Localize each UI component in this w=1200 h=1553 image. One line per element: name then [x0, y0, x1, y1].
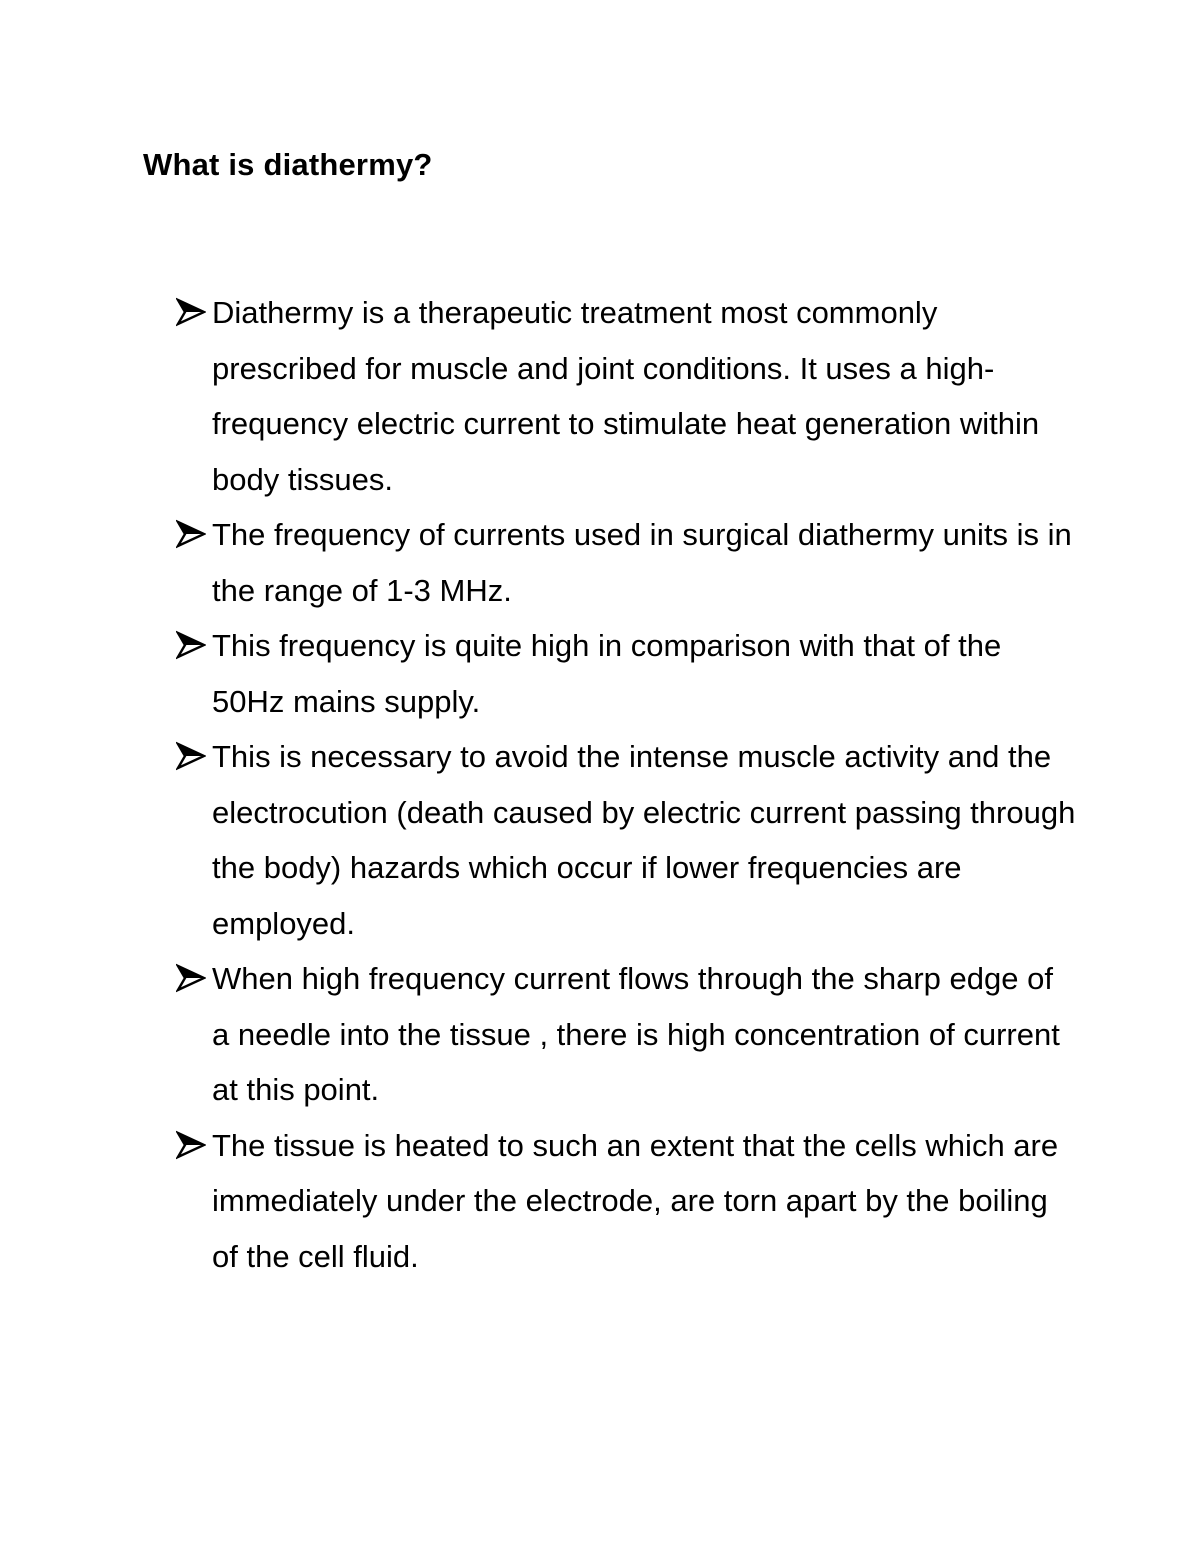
arrowhead-bullet-icon — [176, 285, 210, 341]
bullet-text: This is necessary to avoid the intense muscle activity and the electrocution (death caused by electric current passing through the body) hazards which occur if lower frequencies are employed. — [212, 739, 1076, 941]
bullet-list — [176, 285, 1076, 1284]
arrowhead-bullet-icon — [176, 729, 210, 785]
list-item — [176, 507, 1076, 618]
bullet-text: The tissue is heated to such an extent that the cells which are immediately under the electrode, are torn apart by the boiling of the cell fluid. — [212, 1127, 1059, 1274]
bullet-text: When high frequency current flows through the sharp edge of a needle into the tissue , there is high concentration of current at this point. — [212, 961, 1060, 1107]
list-item — [176, 285, 1076, 507]
list-item — [176, 951, 1076, 1118]
bullet-text: This frequency is quite high in comparison with that of the 50Hz mains supply. — [212, 628, 1002, 719]
arrowhead-bullet-icon — [176, 1118, 210, 1174]
arrowhead-bullet-icon — [176, 618, 210, 674]
list-item — [176, 729, 1076, 951]
arrowhead-bullet-icon — [176, 951, 210, 1007]
bullet-text: Diathermy is a therapeutic treatment most commonly prescribed for muscle and joint conditions. It uses a high-frequency electric current to stimulate heat generation within body tissues. — [212, 295, 1040, 497]
bullet-text: The frequency of currents used in surgical diathermy units is in the range of 1-3 MHz. — [212, 517, 1072, 608]
list-item — [176, 1118, 1076, 1285]
arrowhead-bullet-icon — [176, 507, 210, 563]
list-item — [176, 618, 1076, 729]
page-title: What is diathermy? — [143, 147, 433, 182]
